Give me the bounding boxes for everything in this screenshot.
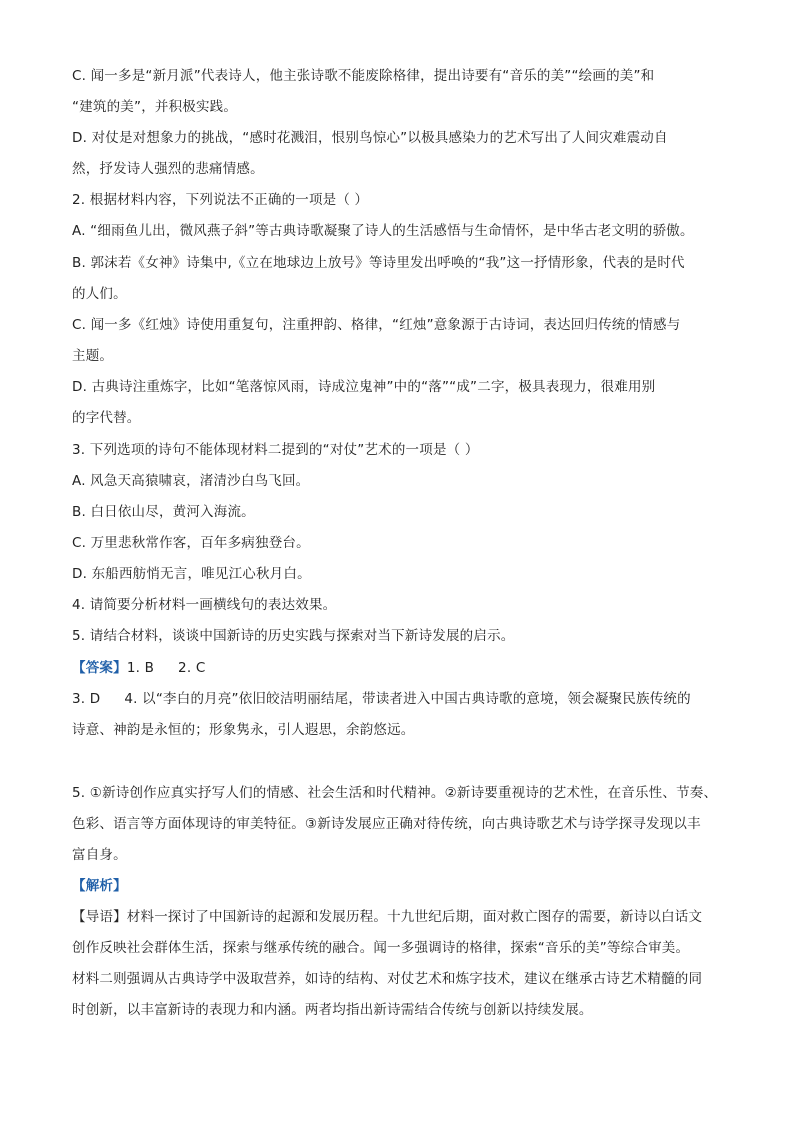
question-2-option-c-line-1: C. 闻一多《红烛》诗使用重复句，注重押韵、格律，“红烛”意象源于古诗词，表达回归传统的情感与 — [72, 317, 681, 333]
answer-1: 1. B — [126, 660, 155, 676]
answer-5-line-1: 5. ①新诗创作应真实抒写人们的情感、社会生活和时代精神。②新诗要重视诗的艺术性，在音乐性、节奏、 — [72, 785, 718, 801]
question-2-option-b-line-2: 的人们。 — [72, 286, 127, 302]
question-5: 5. 请结合材料，谈谈中国新诗的历史实践与探索对当下新诗发展的启示。 — [72, 628, 515, 644]
question-4: 4. 请简要分析材料一画横线句的表达效果。 — [72, 597, 337, 613]
question-2-option-c-line-2: 主题。 — [72, 348, 114, 364]
question-2-option-b-line-1: B. 郭沫若《女神》诗集中,《立在地球边上放号》等诗里发出呼唤的“我”这一抒情形象，代表的是时代 — [72, 255, 685, 271]
option-d-line-2: 然，抒发诗人强烈的悲痛情感。 — [72, 161, 264, 177]
analysis-heading — [72, 876, 742, 896]
question-3: 3. 下列选项的诗句不能体现材料二提到的“对仗”艺术的一项是（ ） — [72, 442, 479, 458]
answer-2: 2. C — [178, 660, 206, 676]
question-2-option-a: A. “细雨鱼儿出，微风燕子斜”等古典诗歌凝聚了诗人的生活感悟与生命情怀，是中华古老文明的骄傲。 — [72, 223, 694, 239]
question-3-option-d: D. 东船西舫悄无言，唯见江心秋月白。 — [72, 566, 311, 582]
analysis-line-4: 时创新，以丰富新诗的表现力和内涵。两者均指出新诗需结合传统与创新以持续发展。 — [72, 1002, 593, 1018]
answer-5-line-2: 色彩、语言等方面体现诗的审美特征。③新诗发展应正确对待传统，向古典诗歌艺术与诗学探寻发现以丰 — [72, 816, 701, 832]
answer-tag: 【答案】 — [72, 660, 127, 676]
analysis-line-3: 材料二则强调从古典诗学中汲取营养，如诗的结构、对仗艺术和炼字技术，建议在继承古诗艺术精髓的同 — [72, 971, 703, 987]
question-3-option-b: B. 白日依山尽，黄河入海流。 — [72, 504, 255, 520]
option-d-line-1: D. 对仗是对想象力的挑战，“感时花溅泪，恨别鸟惊心”以极具感染力的艺术写出了人间灾难震动自 — [72, 130, 668, 146]
answer-line-2 — [72, 689, 742, 709]
answer-5-line-3: 富自身。 — [72, 847, 127, 863]
answer-3: 3. D — [72, 691, 101, 707]
question-2-option-d-line-1: D. 古典诗注重炼字，比如“笔落惊风雨，诗成泣鬼神”中的“落”“成”二字，极具表现力，很难用别 — [72, 379, 656, 395]
question-3-option-a: A. 风急天高猿啸哀，渚清沙白鸟飞回。 — [72, 473, 310, 489]
answer-4-line-1: 4. 以“李白的月亮”依旧皎洁明丽结尾，带读者进入中国古典诗歌的意境，领会凝聚民族传统的 — [124, 691, 691, 707]
analysis-line-2: 创作反映社会群体生活，探索与继承传统的融合。闻一多强调诗的格律，探索“音乐的美”等综合审美。 — [72, 940, 690, 956]
analysis-tag: 【解析】 — [72, 878, 127, 894]
question-2: 2. 根据材料内容，下列说法不正确的一项是（ ） — [72, 192, 369, 208]
answer-4-line-2: 诗意、神韵是永恒的；形象隽永，引人遐思，余韵悠远。 — [72, 722, 415, 738]
option-c-line-2: “建筑的美”，并积极实践。 — [72, 99, 238, 115]
option-c-line-1: C. 闻一多是“新月派”代表诗人，他主张诗歌不能废除格律，提出诗要有“音乐的美”“绘画的美”和 — [72, 68, 655, 84]
question-2-option-d-line-2: 的字代替。 — [72, 410, 141, 426]
analysis-line-1: 【导语】材料一探讨了中国新诗的起源和发展历程。十九世纪后期，面对救亡图存的需要，新诗以白话文 — [72, 909, 703, 925]
answer-line-1 — [72, 658, 742, 678]
question-3-option-c: C. 万里悲秋常作客，百年多病独登台。 — [72, 535, 310, 551]
